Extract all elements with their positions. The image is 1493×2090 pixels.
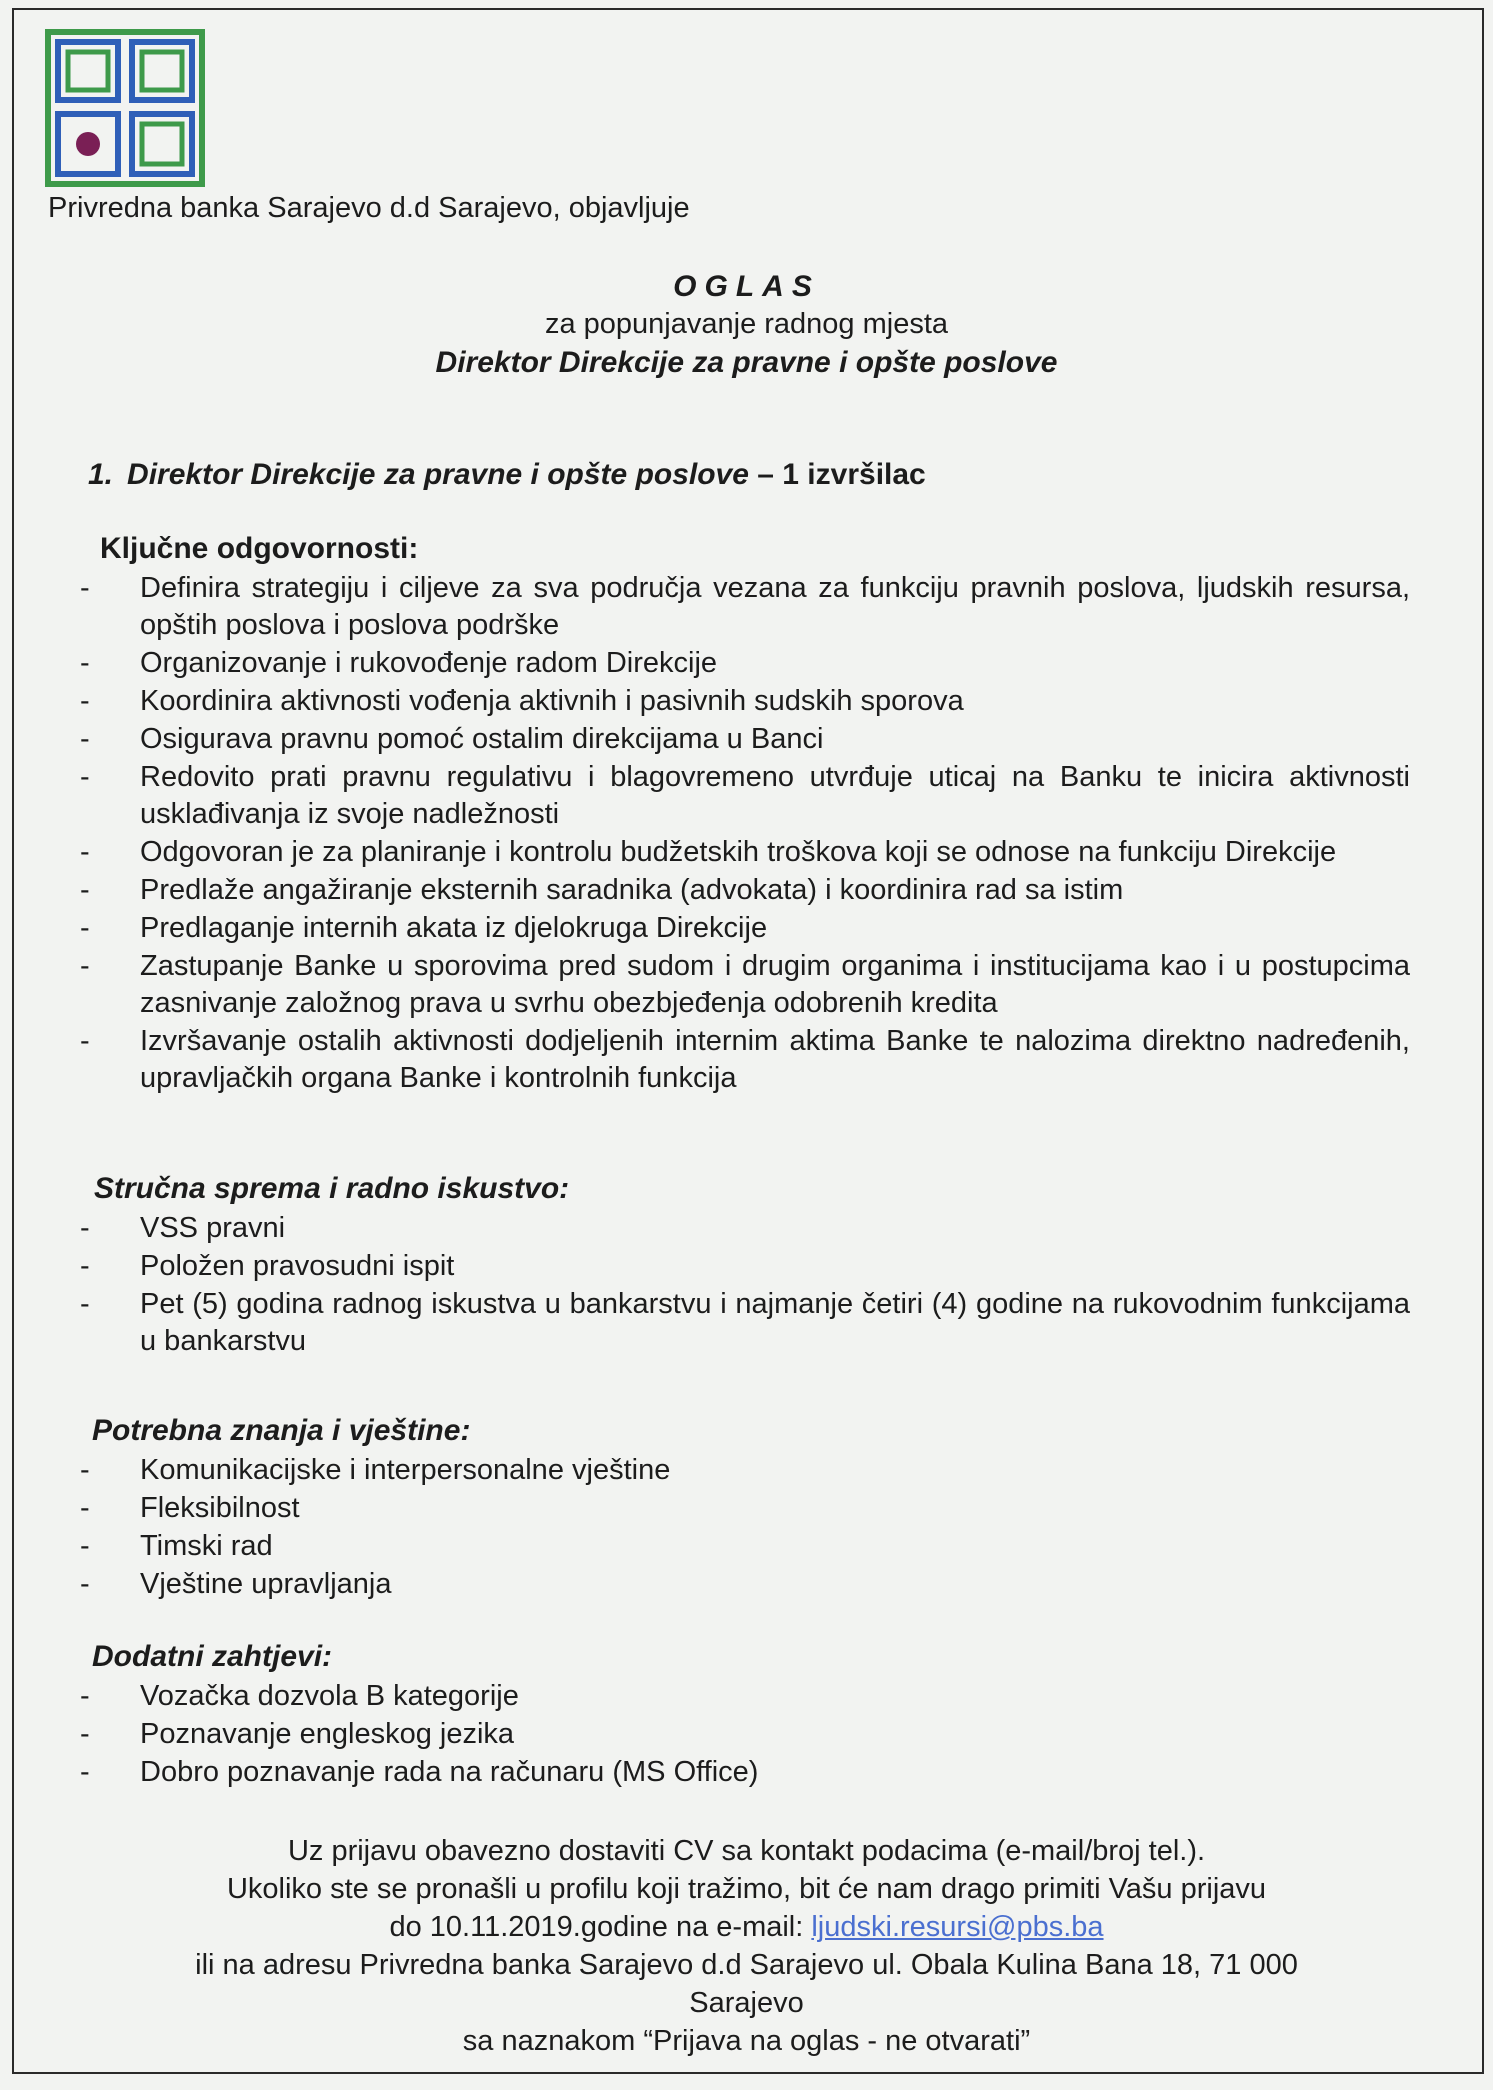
skills-heading: Potrebna znanja i vještine: [92, 1414, 471, 1447]
list-item: - Odgovoran je za planiranje i kontrolu budžetskih troškova koji se odnose na funkciju Direkcije [80, 836, 1337, 868]
additional-heading: Dodatni zahtjevi: [92, 1640, 333, 1673]
list-item: - Fleksibilnost [80, 1492, 300, 1524]
list-item: - Redovito prati pravnu regulativu i blagovremeno utvrđuje uticaj na Banku te inicira aktivnosti usklađivanja iz svoje nadležnosti [80, 761, 1410, 830]
position-name: Direktor Direkcije za pravne i opšte poslove [127, 458, 749, 491]
email-link[interactable]: ljudski.resursi@pbs.ba [811, 1911, 1104, 1943]
list-item: - Predlaganje internih akata iz djelokruga Direkcije [80, 912, 768, 944]
bank-logo [44, 28, 206, 188]
qualifications-heading: Stručna sprema i radno iskustvo: [94, 1172, 570, 1205]
list-item: - Poznavanje engleskog jezika [80, 1718, 515, 1750]
qualifications-list [80, 1210, 1410, 1361]
list-item: - Komunikacijske i interpersonalne vještine [80, 1454, 671, 1486]
list-item: - VSS pravni [80, 1212, 286, 1244]
position-entry [88, 458, 926, 492]
closing-line: Sarajevo [689, 1987, 804, 2019]
list-item: - Organizovanje i rukovođenje radom Direkcije [80, 647, 718, 679]
list-item: - Koordinira aktivnosti vođenja aktivnih i pasivnih sudskih sporova [80, 685, 964, 717]
list-item: - Timski rad [80, 1530, 273, 1562]
closing-text [0, 1832, 1493, 2060]
list-item: - Pet (5) godina radnog iskustva u bankarstvu i najmanje četiri (4) godine na rukovodnim funkcijama u bankarstvu [80, 1288, 1410, 1357]
publisher-line: Privredna banka Sarajevo d.d Sarajevo, objavljuje [48, 192, 690, 224]
list-item: - Izvršavanje ostalih aktivnosti dodjeljenih internim aktima Banke te nalozima direktno nadređenih, upravljačkih organa Banke i kontrolnih funkcija [80, 1025, 1410, 1094]
list-item: - Definira strategiju i ciljeve za sva područja vezana za funkciju pravnih poslova, ljudskih resursa, opštih poslova i poslova podrške [80, 572, 1410, 641]
closing-line: sa naznakom “Prijava na oglas - ne otvarati” [462, 2025, 1031, 2057]
list-item: - Vještine upravljanja [80, 1568, 392, 1600]
closing-line: Uz prijavu obavezno dostaviti CV sa kontakt podacima (e-mail/broj tel.). [287, 1835, 1206, 1867]
closing-line: ili na adresu Privredna banka Sarajevo d.d Sarajevo ul. Obala Kulina Bana 18, 71 000 [195, 1949, 1298, 1981]
list-item: - Predlaže angažiranje eksternih saradnika (advokata) i koordinira rad sa istim [80, 874, 1124, 906]
responsibilities-heading: Ključne odgovornosti: [100, 532, 419, 565]
skills-list [80, 1452, 1410, 1604]
position-heading: Direktor Direkcije za pravne i opšte poslove [435, 346, 1058, 379]
list-item: - Dobro poznavanje rada na računaru (MS Office) [80, 1756, 759, 1788]
responsibilities-list [80, 570, 1410, 1098]
document-subtitle: za popunjavanje radnog mjesta [544, 308, 949, 340]
document-heading: OGLAS [673, 270, 820, 303]
closing-line: do 10.11.2019.godine na e-mail: ljudski.resursi@pbs.ba [389, 1911, 1104, 1943]
additional-list [80, 1678, 1410, 1792]
position-number: 1. [88, 458, 114, 491]
list-item: - Zastupanje Banke u sporovima pred sudom i drugim organima i institucijama kao i u postupcima zasnivanje založnog prava u svrhu obezbjeđenja odobrenih kredita [80, 950, 1410, 1019]
list-item: - Osigurava pravnu pomoć ostalim direkcijama u Banci [80, 723, 824, 755]
closing-line: Ukoliko ste se pronašli u profilu koji tražimo, bit će nam drago primiti Vašu prijavu [226, 1873, 1267, 1905]
list-item: - Položen pravosudni ispit [80, 1250, 455, 1282]
list-item: - Vozačka dozvola B kategorije [80, 1680, 519, 1712]
position-count: – 1 izvršilac [748, 458, 926, 491]
